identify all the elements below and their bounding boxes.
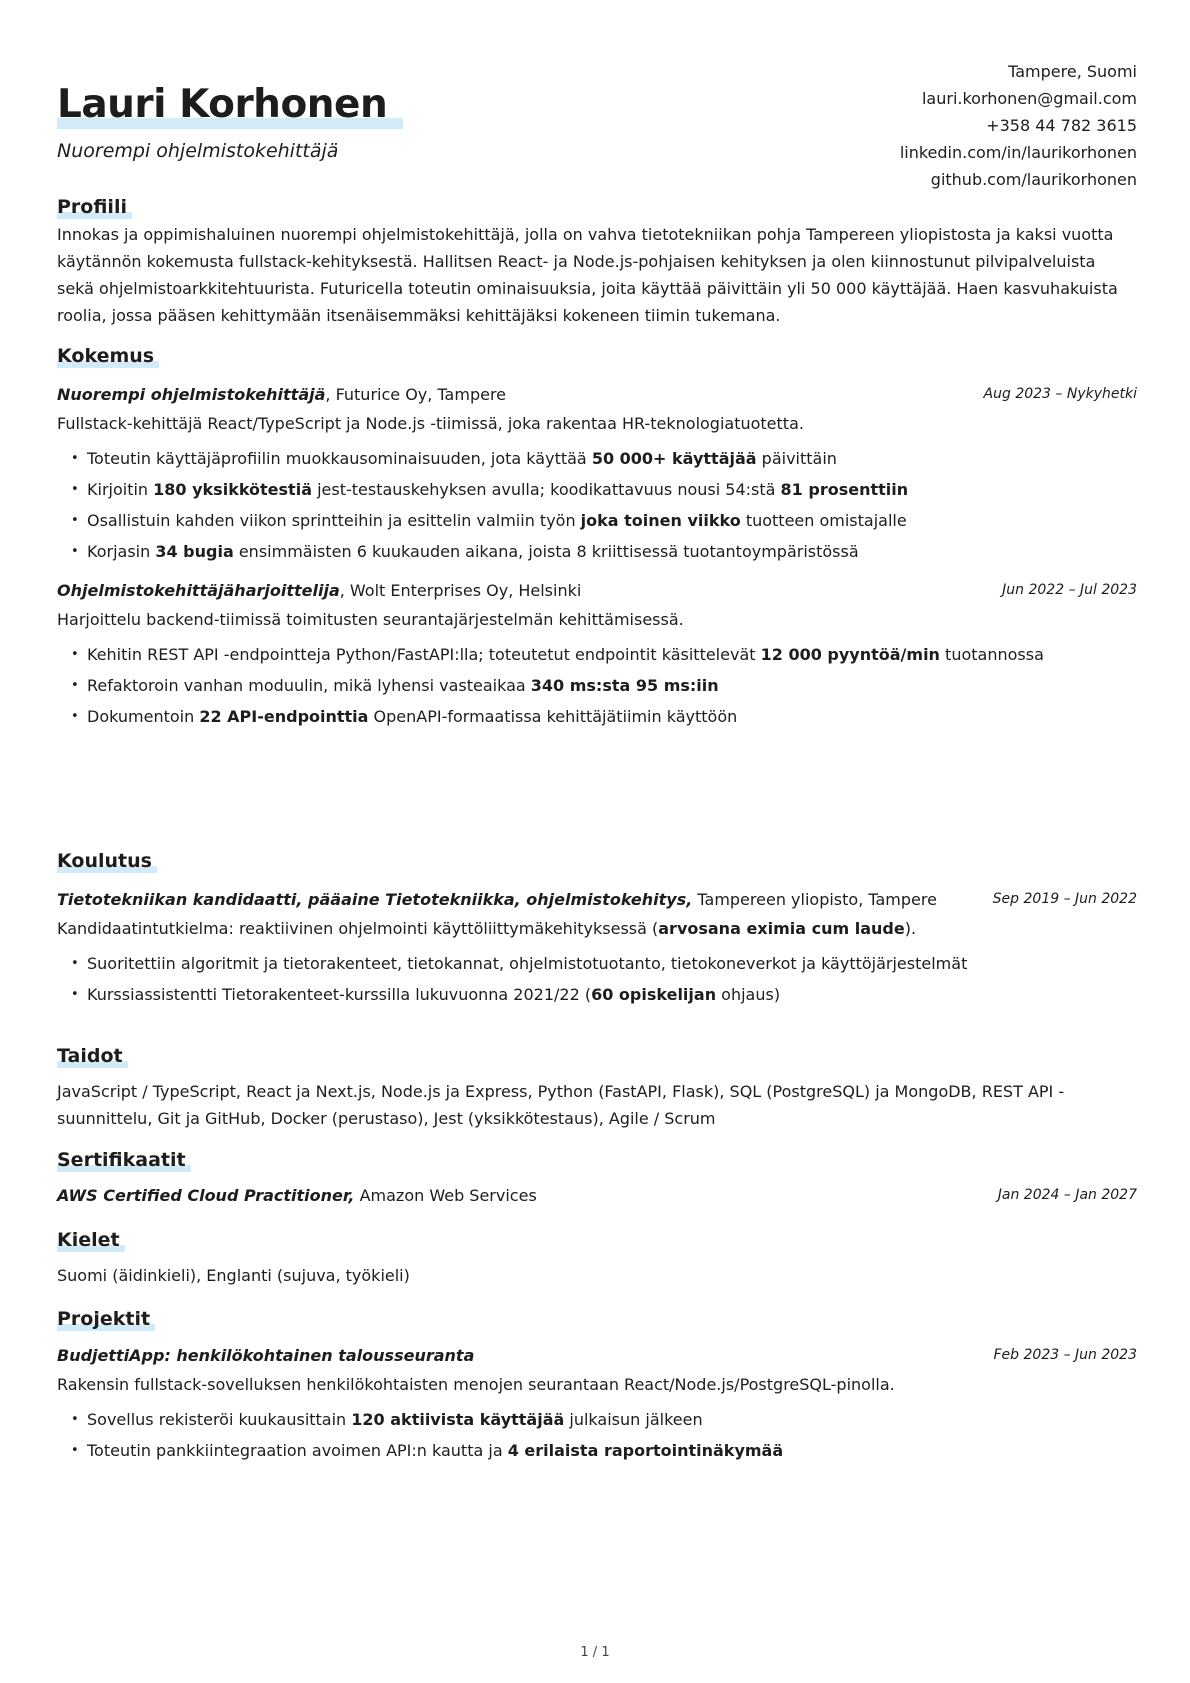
bullet-item: • Suoritettiin algoritmit ja tietorakenteet, tietokannat, ohjelmistotuotanto, tietokoneverkot ja käyttöjärjestelmät xyxy=(57,948,1137,979)
school-name: Tampereen yliopisto, Tampere xyxy=(692,890,937,909)
bullet-item: • Toteutin käyttäjäprofiilin muokkausominaisuuden, jota käyttää 50 000+ käyttäjää päivittäin xyxy=(57,443,1137,474)
bullet-item: • Kurssiassistentti Tietorakenteet-kurssilla lukuvuonna 2021/22 (60 opiskelijan ohjaus) xyxy=(57,979,1137,1010)
resume-page xyxy=(57,52,1137,1460)
skills-text: JavaScript / TypeScript, React ja Next.js, Node.js ja Express, Python (FastAPI, Flask), SQL (PostgreSQL) ja MongoDB, REST API -suunnittelu, Git ja GitHub, Docker (perustaso), Jest (yksikkötestaus), Agile / Scrum xyxy=(57,1082,1065,1128)
contact-email[interactable]: lauri.korhonen@gmail.com xyxy=(921,89,1137,108)
project-description: Rakensin fullstack-sovelluksen henkilökohtaisten menojen seurantaan React/Node.js/PostgreSQL-pinolla. xyxy=(57,1375,895,1394)
cert-date: Jan 2024 – Jan 2027 xyxy=(997,1187,1137,1203)
project-header xyxy=(57,1342,1137,1369)
bullet-item: • Osallistuin kahden viikon sprintteihin ja esittelin valmiin työn joka toinen viikko tuotteen omistajalle xyxy=(57,505,1137,536)
bullet-item: • Kehitin REST API -endpointteja Python/FastAPI:lla; toteutetut endpointit käsittelevät 12 000 pyyntöä/min tuotannossa xyxy=(57,639,1137,670)
cert-entry xyxy=(57,1182,1137,1209)
job-date: Jun 2022 – Jul 2023 xyxy=(1002,582,1137,598)
job-description: Harjoittelu backend-tiimissä toimitusten seurantajärjestelmän kehittämisessä. xyxy=(57,610,684,629)
section-title: Taidot xyxy=(57,1044,128,1068)
skills-section xyxy=(57,1044,1137,1132)
project-date: Feb 2023 – Jun 2023 xyxy=(993,1347,1137,1363)
job-role: Nuorempi ohjelmistokehittäjä xyxy=(57,385,326,404)
contact-linkedin[interactable]: linkedin.com/in/laurikorhonen xyxy=(899,143,1137,162)
section-title: Kokemus xyxy=(57,344,159,368)
section-title: Profiili xyxy=(57,195,132,219)
job-entry xyxy=(57,381,1137,567)
bullet-item: • Toteutin pankkiintegraation avoimen API:n kautta ja 4 erilaista raportointinäkymää xyxy=(57,1435,1137,1466)
resume-header xyxy=(57,52,1137,212)
contact-block xyxy=(900,58,1137,193)
education-header xyxy=(57,886,1137,913)
candidate-role: Nuorempi ohjelmistokehittäjä xyxy=(57,140,339,162)
job-org: , Futurice Oy, Tampere xyxy=(325,385,507,404)
certifications-section xyxy=(57,1148,1137,1209)
page-number: 1 / 1 xyxy=(580,1645,610,1660)
section-title: Sertifikaatit xyxy=(57,1148,191,1172)
education-section xyxy=(57,849,1137,1010)
bullet-item: • Sovellus rekisteröi kuukausittain 120 aktiivista käyttäjää julkaisun jälkeen xyxy=(57,1404,1137,1435)
job-description: Fullstack-kehittäjä React/TypeScript ja Node.js -tiimissä, joka rakentaa HR-teknologiatuotetta. xyxy=(57,414,804,433)
bullet-item: • Dokumentoin 22 API-endpointtia OpenAPI-formaatissa kehittäjätiimin käyttöön xyxy=(57,701,1137,732)
section-title: Projektit xyxy=(57,1307,155,1331)
job-bullets xyxy=(57,443,1137,567)
project-name: BudjettiApp: henkilökohtainen talousseuranta xyxy=(57,1346,475,1365)
job-org: , Wolt Enterprises Oy, Helsinki xyxy=(339,581,582,600)
languages-section xyxy=(57,1228,1137,1289)
languages-text: Suomi (äidinkieli), Englanti (sujuva, työkieli) xyxy=(57,1266,410,1285)
project-bullets xyxy=(57,1404,1137,1466)
projects-section xyxy=(57,1307,1137,1466)
bullet-item: • Korjasin 34 bugia ensimmäisten 6 kuukauden aikana, joista 8 kriittisessä tuotantoympäristössä xyxy=(57,536,1137,567)
section-title: Kielet xyxy=(57,1228,125,1252)
education-date: Sep 2019 – Jun 2022 xyxy=(992,891,1137,907)
bullet-item: • Refaktoroin vanhan moduulin, mikä lyhensi vasteaikaa 340 ms:sta 95 ms:iin xyxy=(57,670,1137,701)
job-entry xyxy=(57,577,1137,732)
contact-phone[interactable]: +358 44 782 3615 xyxy=(986,116,1137,135)
profile-text: Innokas ja oppimishaluinen nuorempi ohjelmistokehittäjä, jolla on vahva tietotekniikan pohja Tampereen yliopistosta ja kaksi vuotta käytännön kokemusta fullstack-kehityksestä. Hallitsen React- ja Node.js-pohjaisen kehityksen ja olen kiinnostunut pilvipalveluista sekä ohjelmistoarkkitehtuurista. Futuricella toteutin ominaisuuksia, joita käyttää päivittäin yli 50 000 käyttäjää. Haen kasvuhakuista roolia, jossa pääsen kehittymään itsenäisemmäksi kehittäjäksi kokeneen tiimin tukemana. xyxy=(57,225,1118,325)
education-description: Kandidaatintutkielma: reaktiivinen ohjelmointi käyttöliittymäkehityksessä (arvosana eximia cum laude). xyxy=(57,919,917,938)
job-header xyxy=(57,381,1137,408)
section-title: Koulutus xyxy=(57,849,157,873)
experience-section xyxy=(57,344,1137,732)
bullet-item: • Kirjoitin 180 yksikkötestiä jest-testauskehyksen avulla; koodikattavuus nousi 54:stä 81 prosenttiin xyxy=(57,474,1137,505)
candidate-name: Lauri Korhonen xyxy=(57,82,403,129)
contact-location: Tampere, Suomi xyxy=(1008,62,1137,81)
degree-name: Tietotekniikan kandidaatti, pääaine Tietotekniikka, ohjelmistokehitys, xyxy=(57,890,693,909)
cert-name: AWS Certified Cloud Practitioner, xyxy=(57,1186,355,1205)
job-header xyxy=(57,577,1137,604)
education-bullets xyxy=(57,948,1137,1010)
cert-issuer: Amazon Web Services xyxy=(354,1186,537,1205)
job-bullets xyxy=(57,639,1137,732)
job-date: Aug 2023 – Nykyhetki xyxy=(983,386,1137,402)
job-role: Ohjelmistokehittäjäharjoittelija xyxy=(57,581,340,600)
contact-github[interactable]: github.com/laurikorhonen xyxy=(930,170,1137,189)
profile-section xyxy=(57,195,1137,329)
